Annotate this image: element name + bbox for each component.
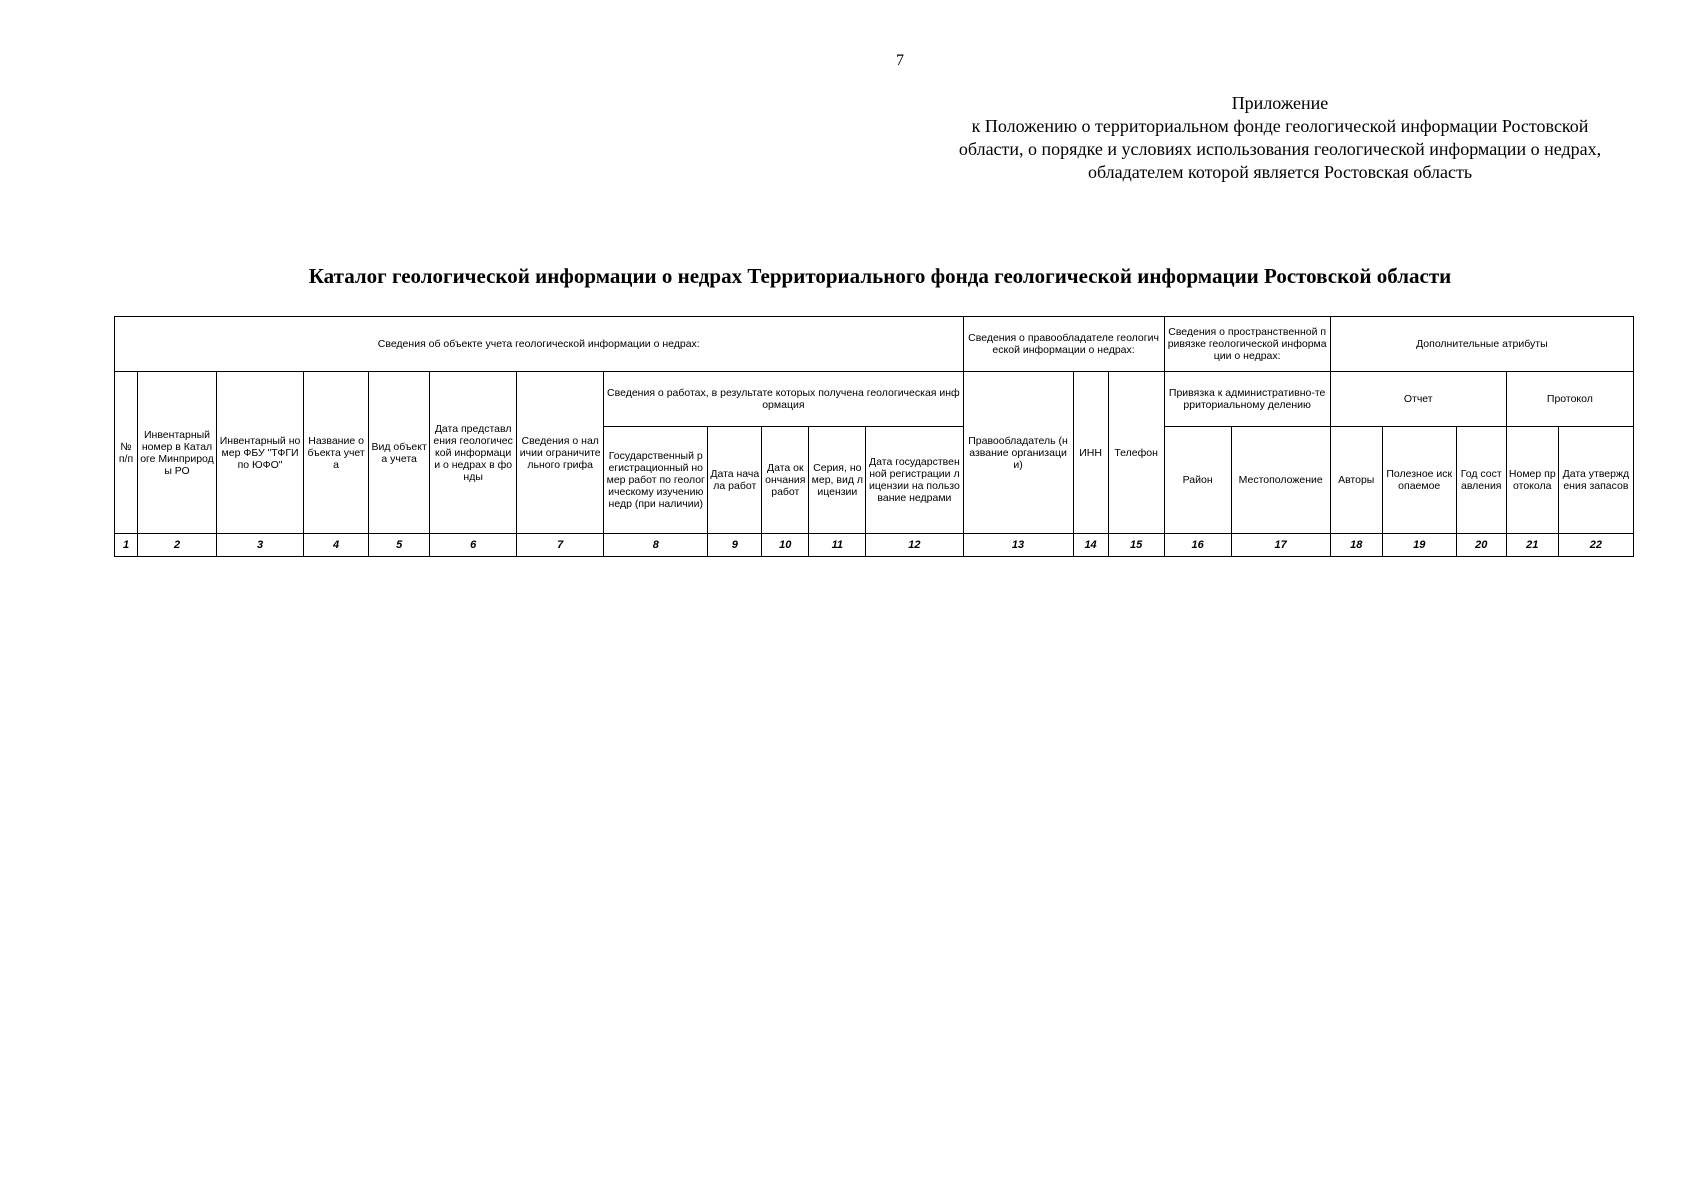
column-number: 14 bbox=[1073, 534, 1108, 557]
column-number: 6 bbox=[430, 534, 517, 557]
column-number: 20 bbox=[1456, 534, 1506, 557]
group-object-header: Сведения об объекте учета геологической информации о недрах: bbox=[115, 317, 964, 372]
group-holder-header: Сведения о правообладателе геологической информации о недрах: bbox=[963, 317, 1164, 372]
column-number: 16 bbox=[1164, 534, 1231, 557]
col-header-authors: Авторы bbox=[1330, 427, 1382, 534]
column-number: 5 bbox=[369, 534, 430, 557]
subgroup-report-header: Отчет bbox=[1330, 372, 1506, 427]
col-header-reg-number: Государственный регистрационный номер работ по геологическому изучению недр (при наличии) bbox=[604, 427, 708, 534]
column-number: 13 bbox=[963, 534, 1073, 557]
document-title: Каталог геологической информации о недрах Территориального фонда геологической информации Ростовской области bbox=[308, 264, 1452, 288]
column-number: 15 bbox=[1108, 534, 1164, 557]
col-header-holder: Правообладатель (название организации) bbox=[963, 372, 1073, 534]
col-header-inventory-catalog: Инвентарный номер в Каталоге Минприроды РО bbox=[138, 372, 217, 534]
col-header-license-date: Дата государственной регистрации лицензии на пользование недрами bbox=[866, 427, 963, 534]
column-number: 7 bbox=[517, 534, 604, 557]
column-number: 1 bbox=[115, 534, 138, 557]
column-number: 10 bbox=[762, 534, 809, 557]
col-header-district: Район bbox=[1164, 427, 1231, 534]
column-number: 18 bbox=[1330, 534, 1382, 557]
column-number: 19 bbox=[1382, 534, 1456, 557]
column-number-row bbox=[115, 534, 1634, 557]
column-number: 9 bbox=[708, 534, 762, 557]
page-number: 7 bbox=[896, 52, 904, 69]
col-header-mineral: Полезное ископаемое bbox=[1382, 427, 1456, 534]
col-header-submission-date: Дата представления геологической информации о недрах в фонды bbox=[430, 372, 517, 534]
column-number: 12 bbox=[866, 534, 963, 557]
table-header-row bbox=[115, 372, 1634, 427]
col-header-number: № п/п bbox=[115, 372, 138, 534]
col-header-end-date: Дата окончания работ bbox=[762, 427, 809, 534]
column-number: 4 bbox=[304, 534, 369, 557]
column-number: 3 bbox=[217, 534, 304, 557]
subgroup-admin-header: Привязка к административно-территориальному делению bbox=[1164, 372, 1330, 427]
col-header-restriction: Сведения о наличии ограничительного грифа bbox=[517, 372, 604, 534]
catalog-table bbox=[114, 316, 1634, 557]
group-extra-header: Дополнительные атрибуты bbox=[1330, 317, 1633, 372]
appendix-header bbox=[900, 92, 1660, 184]
column-number: 17 bbox=[1231, 534, 1330, 557]
column-number: 11 bbox=[809, 534, 866, 557]
appendix-line: обладателем которой является Ростовская область bbox=[1087, 162, 1473, 182]
col-header-license: Серия, номер, вид лицензии bbox=[809, 427, 866, 534]
col-header-location: Местоположение bbox=[1231, 427, 1330, 534]
appendix-line: Приложение bbox=[1231, 93, 1329, 113]
col-header-object-type: Вид объекта учета bbox=[369, 372, 430, 534]
appendix-line: к Положению о территориальном фонде геологической информации Ростовской bbox=[971, 116, 1589, 136]
column-number: 8 bbox=[604, 534, 708, 557]
appendix-line: области, о порядке и условиях использования геологической информации о недрах, bbox=[958, 139, 1602, 159]
group-spatial-header: Сведения о пространственной привязке геологической информации о недрах: bbox=[1164, 317, 1330, 372]
col-header-inventory-fbu: Инвентарный номер ФБУ "ТФГИ по ЮФО" bbox=[217, 372, 304, 534]
col-header-inn: ИНН bbox=[1073, 372, 1108, 534]
col-header-start-date: Дата начала работ bbox=[708, 427, 762, 534]
col-header-approval-date: Дата утверждения запасов bbox=[1558, 427, 1633, 534]
subgroup-works-header: Сведения о работах, в результате которых получена геологическая информация bbox=[604, 372, 963, 427]
column-number: 22 bbox=[1558, 534, 1633, 557]
column-number: 21 bbox=[1506, 534, 1558, 557]
col-header-phone: Телефон bbox=[1108, 372, 1164, 534]
col-header-protocol-number: Номер протокола bbox=[1506, 427, 1558, 534]
subgroup-protocol-header: Протокол bbox=[1506, 372, 1633, 427]
col-header-object-name: Название объекта учета bbox=[304, 372, 369, 534]
col-header-year: Год составления bbox=[1456, 427, 1506, 534]
column-number: 2 bbox=[138, 534, 217, 557]
table-header-row bbox=[115, 317, 1634, 372]
